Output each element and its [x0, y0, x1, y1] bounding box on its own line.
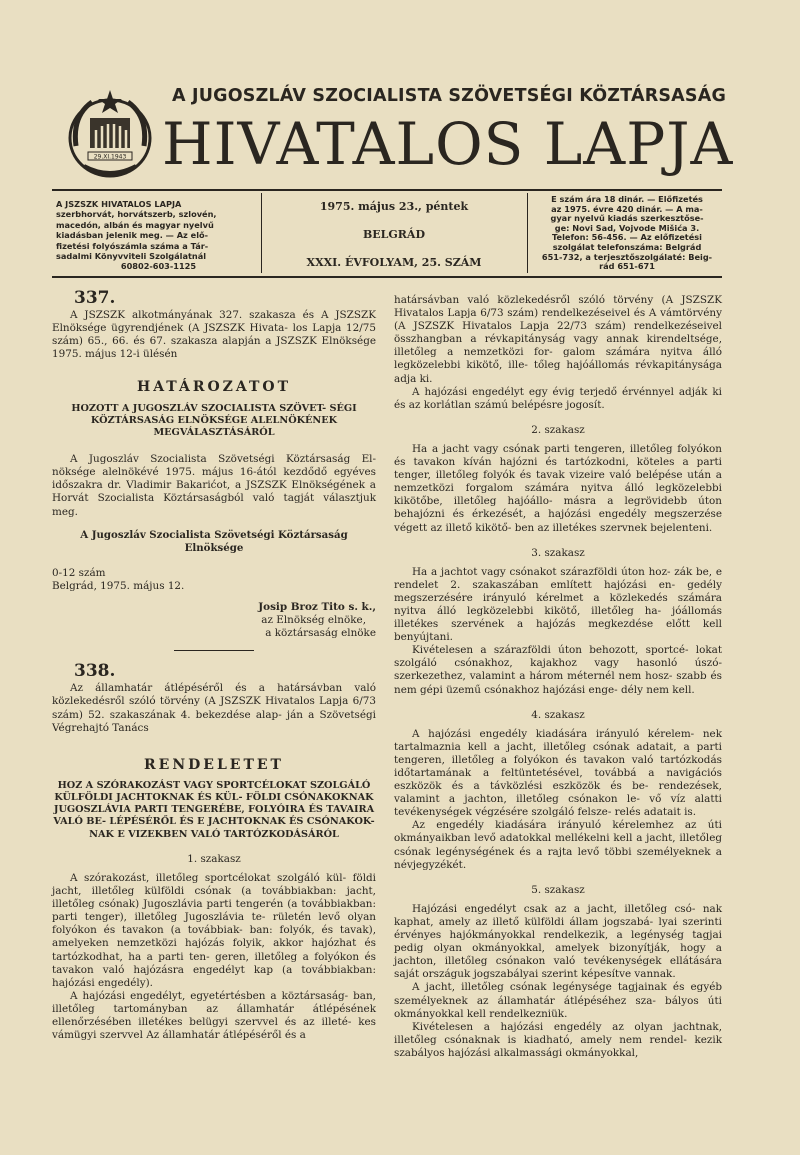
article-heading: 1. szakasz	[187, 852, 241, 865]
paragraph: Ha a jachtot vagy csónakot szárazföldi úton hoz- zák be, e rendelet 2. szakaszában említett hajózási en- gedély megszerzésére irányuló kérelmet a közlekedés számára nyitva álló legközelebbi kikötő, illetőleg ha- jóállomás illetékes szervének a hajózás megkezdése előtt kell benyújtani.	[394, 565, 722, 644]
reference-date: Belgrád, 1975. május 12.	[52, 579, 185, 592]
paragraph: A JSZSZK alkotmányának 327. szakasza és A JSZSZK Elnöksége ügyrendjének (A JSZSZK Hivata- los Lapja 12/75 szám) 65., 66. és 67. szakasza alapján a JSZSZK Elnöksége 1975. május 12-i ülésén	[52, 309, 376, 361]
article-heading: 2. szakasz	[531, 423, 585, 436]
masthead-supertitle: A JUGOSZLÁV SZOCIALISTA SZÖVETSÉGI KÖZTÁRSASÁG	[172, 86, 727, 106]
paragraph: Kivételesen a szárazföldi úton behozott, sportcé- lokat szolgáló csónakhoz, kajakhoz vagy hasonló úszó- szerkezethez, valamint a három méternél nem hosz- szabb és nem gépi üzemű csónakhoz hajózási enge- dély nem kell.	[394, 644, 722, 696]
header-divider-right	[527, 193, 528, 273]
reference-number: 0-12 szám	[52, 566, 106, 579]
right-column	[394, 294, 722, 1060]
signer-title: a köztársaság elnöke	[265, 627, 376, 640]
section-heading: HATÁROZATOT	[136, 379, 292, 396]
issue-date: 1975. május 23., péntek	[319, 200, 469, 213]
item-number-338: 338.	[74, 661, 116, 682]
signing-organization: A Jugoszláv Szocialista Szövetségi Köztársaság Elnöksége	[80, 528, 348, 554]
top-rule	[52, 189, 722, 191]
paragraph: Hajózási engedélyt csak az a jacht, illetőleg csó- nak kaphat, amely az illető külföldi állam jogszabá- lyai szerinti érvényes hajókmányokkal rendelkezik, a legénység tagjai pedig olyan okmányokkal, amelyek bizonyítják, hogy a jachton, illetőleg csónakon való tevékenységek ellátására saját országuk jogszabályai szerint képesítve vannak.	[394, 902, 722, 981]
issue-info	[266, 200, 522, 284]
issue-volume: XXXI. ÉVFOLYAM, 25. SZÁM	[306, 256, 482, 269]
paragraph: A szórakozást, illetőleg sportcélokat szolgáló kül- földi jacht, illetőleg külföldi csónak (a továbbiakban: jacht, illetőleg csónak) Jugoszlávia parti tengerén (a továbbiakban: parti tenger), illetőleg Jugoszlávia te- rületén levő olyan folyókon és tavakon (a továbbiak- ban: folyók, és tavak), amelyeken nemzetközi hajózás folyik, akkor hajózhat és tartózkodhat, ha a parti ten- geren, illetőleg a folyókon és tavakon való hajózásra engedélyt kap (a továbbiakban: hajózási engedély).	[52, 871, 376, 989]
article-heading: 3. szakasz	[531, 546, 585, 559]
signer-name: Josip Broz Tito s. k.,	[258, 601, 376, 614]
masthead-title: HIVATALOS LAPJA	[162, 110, 734, 178]
paragraph: A hajózási engedély kiadására irányuló kérelem- nek tartalmaznia kell a jacht, illetőleg csónak adatait, a parti tengeren, illetőleg a folyókon és tavakon való tartózkodás időtartamának a feltüntetésével, továbbá a navigációs eszközök és a távközlési eszközök és be- rendezések, valamint a jachton, illetőleg csónakon le- vő víz alatti tevékenységek végzésére szolgáló felsze- relés adatait is.	[394, 727, 722, 819]
left-column	[52, 286, 376, 1042]
emblem-date: 29.XI.1943	[93, 153, 127, 161]
coat-of-arms-icon	[62, 86, 158, 180]
section-subheading: HOZ A SZÓRAKOZÁST VAGY SPORTCÉLOKAT SZOLGÁLÓ KÜLFÖLDI JACHTOKNAK ÉS KÜL- FÖLDI CSÓNAKOKNAK JUGOSZLÁVIA PARTI TENGERÉBE, FOLYÓIRA ÉS TAVAIRA VALÓ BE- LÉPÉSÉRŐL ÉS E JACHTOKNAK ÉS CSÓNAKOK- NAK E VIZEKBEN VALÓ TARTÓZKODÁSÁRÓL	[53, 779, 375, 840]
paragraph: határsávban való közlekedésről szóló törvény (A JSZSZK Hivatalos Lapja 6/73 szám) rendelkezéseivel és A vámtörvény (A JSZSZK Hivatalos Lapja 22/73 szám) rendelkezéseivel összhangban a révkapitányság vagy annak kirendeltsége, illetőleg a nemzetközi for- galom számára nyitva álló legközelebbi kikötő, ille- tőleg hajóállomás révkapitánysága adja ki.	[394, 294, 722, 385]
section-heading: RENDELETET	[144, 756, 284, 773]
paragraph: A hajózási engedélyt egy évig terjedő érvénnyel adják ki és az korlátlan számú belépésre jogosít.	[394, 385, 722, 411]
paragraph: Kivételesen a hajózási engedély az olyan jachtnak, illetőleg csónaknak is kiadható, amely nem rendel- kezik szabályos hajózási alkalmassági okmányokkal,	[394, 1020, 722, 1059]
subscription-info-left: A JSZSZK HIVATALOS LAPJA szerbhorvát, horvátszerb, szlovén, macedón, albán és magyar nyelvű kiadásban jelenik meg. — Az elő- fizetési folyószámla száma a Tár- sadalmi Könyvviteli Szolgálatnál 60802-603-1125	[56, 199, 217, 272]
paragraph: Az államhatár átlépéséről és a határsávban való közlekedésről szóló törvény (A JSZSZK Hivatalos Lapja 6/73 szám) 52. szakaszának 4. bekezdése alap- ján a Szövetségi Végrehajtó Tanács	[52, 682, 376, 734]
article-heading: 4. szakasz	[531, 708, 585, 721]
subscription-info-right: E szám ára 18 dinár. — Előfizetés az 1975. évre 420 dinár. — A ma- gyar nyelvű kiadás szerkesztőse- ge: Novi Sad, Vojvode Mišića 3. Telefon: 56-456. — Az előfizetési szolgálat telefonszáma: Belgrád 651-732, a terjesztőszolgálaté: Beig- rád 651-671	[541, 194, 713, 272]
divider	[174, 650, 254, 651]
paragraph: A jacht, illetőleg csónak legénysége tagjainak és egyéb személyeknek az államhatár átlépéséhez sza- bályos úti okmányokkal kell rendelkezniük.	[394, 981, 722, 1020]
paragraph: A Jugoszláv Szocialista Szövetségi Köztársaság El- nöksége alelnökévé 1975. május 16-ától kezdődő egyéves időszakra dr. Vladimir Bakarićot, a JSZSZK Elnökségének a Horvát Szocialista Köztársaságból való tagját választjuk meg.	[52, 453, 376, 518]
paragraph: Az engedély kiadására irányuló kérelemhez az úti okmányaikban levő adatokkal mellékelni kell a jacht, illetőleg csónak legénységének és a rajta levő többi személyeknek a névjegyzékét.	[394, 819, 722, 871]
paragraph: Ha a jacht vagy csónak parti tengeren, illetőleg folyókon és tavakon kíván hajózni és tartózkodni, köteles a parti tenger, illetőleg folyók és tavak vizeire való belépése után a nemzetközi forgalom számára nyitva álló legközelebbi kikötőbe, illetőleg hajóállo- másra a legrövidebb úton behajózni és érkezését, a hajózási engedély megszerzése végett az illető kikötő- ben az illetékes szervnek bejelenteni.	[394, 442, 722, 534]
paragraph: A hajózási engedélyt, egyetértésben a köztársaság- ban, illetőleg tartományban az államhatár átlépésének ellenőrzésében illetékes belügyi szervvel és az illeté- kes vámügyi szervvel Az államhatár átlépéséről és a	[52, 989, 376, 1042]
header-divider-left	[261, 193, 262, 273]
article-heading: 5. szakasz	[531, 883, 585, 896]
section-subheading: HOZOTT A JUGOSZLÁV SZOCIALISTA SZÖVET- SÉGI KÖZTÁRSASÁG ELNÖKSÉGE ALELNÖKÉNEK MEGVÁLASZTÁSÁRÓL	[71, 402, 357, 438]
signer-title: az Elnökség elnöke,	[261, 614, 366, 627]
issue-place: BELGRÁD	[362, 228, 426, 241]
item-number-337: 337.	[74, 288, 116, 308]
